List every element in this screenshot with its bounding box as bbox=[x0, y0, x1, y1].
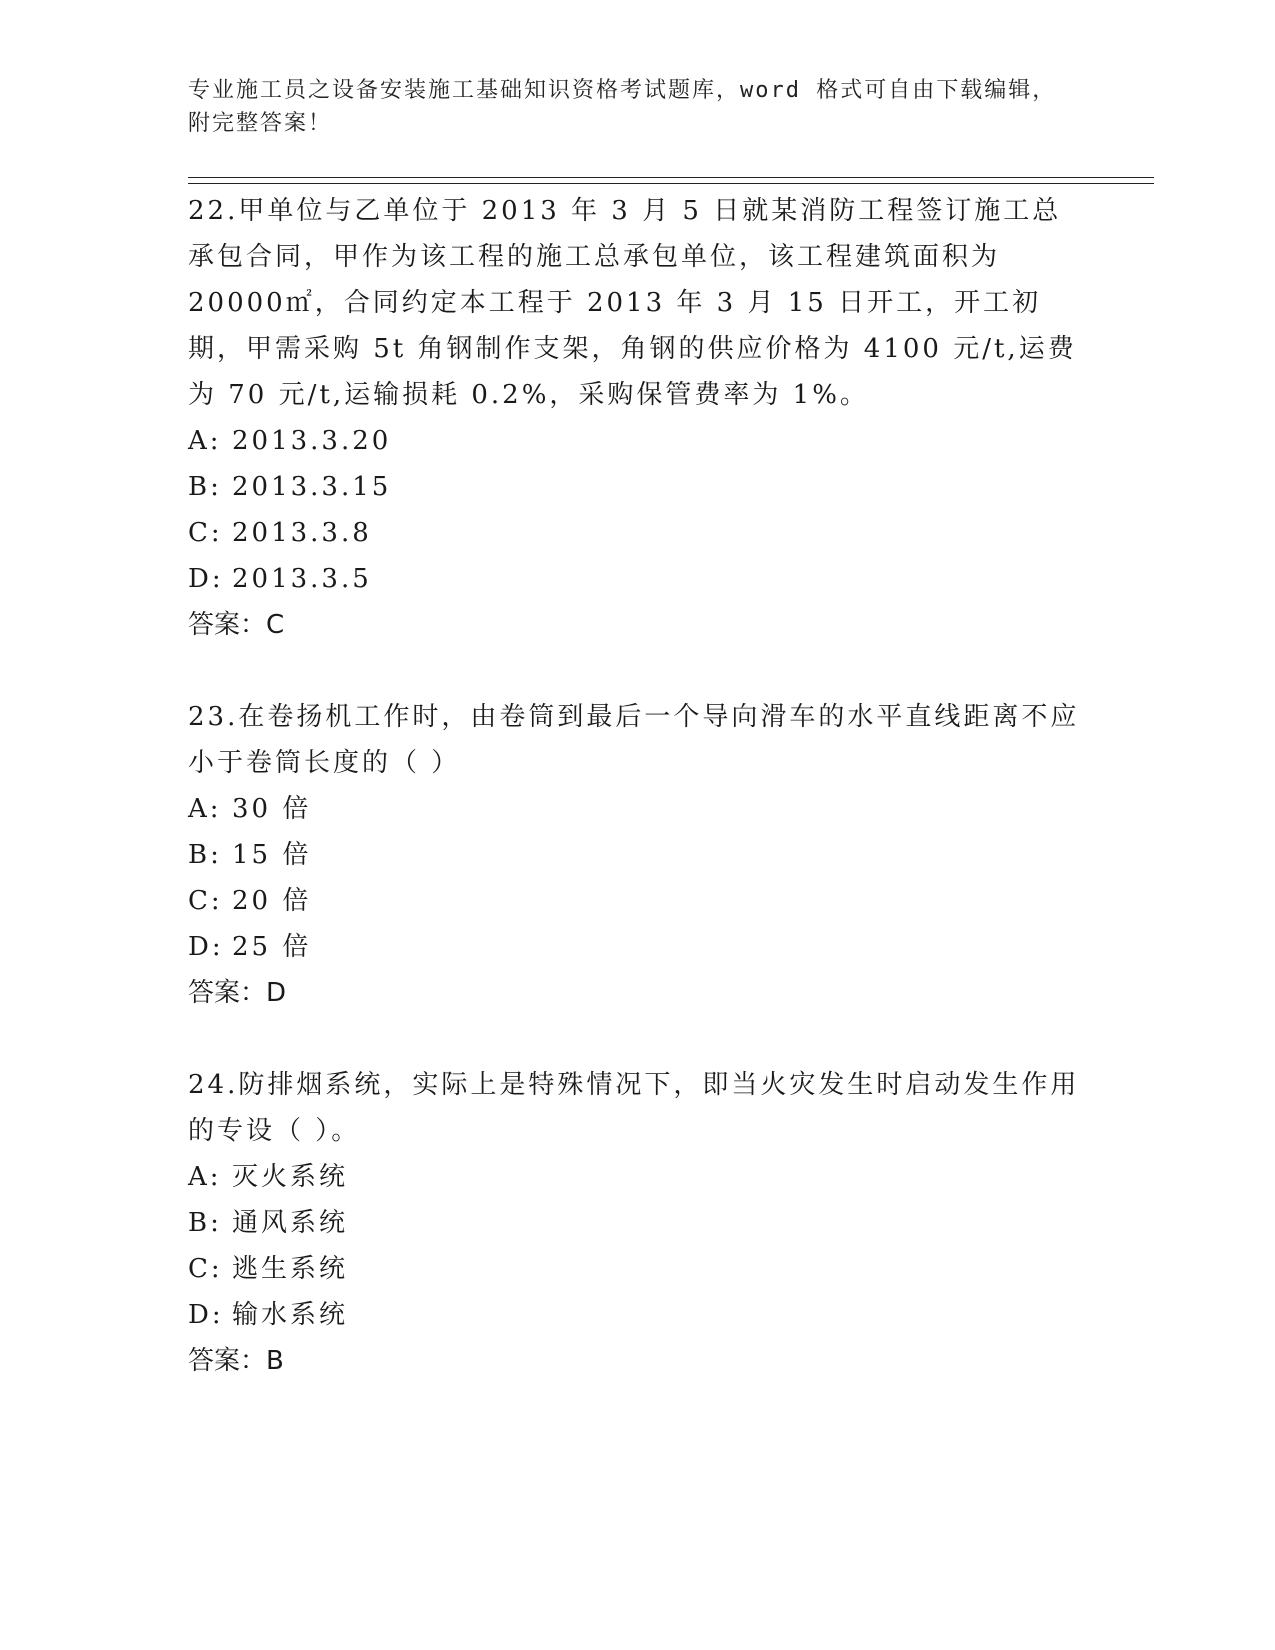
option-text: 灭火系统 bbox=[232, 1162, 349, 1192]
option-a bbox=[188, 418, 1088, 464]
option-text: 15 倍 bbox=[232, 840, 312, 870]
option-b bbox=[188, 1200, 1088, 1246]
question-24 bbox=[188, 1062, 1088, 1384]
question-stem: 24.防排烟系统，实际上是特殊情况下，即当火灾发生时启动发生作用的专设（ ）。 bbox=[188, 1070, 1080, 1146]
option-c bbox=[188, 510, 1088, 556]
option-text: 30 倍 bbox=[232, 794, 312, 824]
answer: 答案：D bbox=[188, 978, 287, 1008]
option-text: 2013.3.20 bbox=[232, 426, 392, 456]
option-key: D: bbox=[188, 932, 224, 962]
option-key: A: bbox=[188, 794, 222, 824]
answer: 答案：B bbox=[188, 1346, 284, 1376]
option-c bbox=[188, 878, 1088, 924]
option-key: A: bbox=[188, 1162, 222, 1192]
option-text: 25 倍 bbox=[232, 932, 312, 962]
question-list bbox=[188, 188, 1088, 1384]
option-text: 20 倍 bbox=[232, 886, 312, 916]
answer: 答案：C bbox=[188, 610, 285, 640]
header-divider-top bbox=[188, 177, 1154, 178]
option-text: 2013.3.15 bbox=[232, 472, 392, 502]
option-key: C: bbox=[188, 1254, 223, 1284]
option-d bbox=[188, 1292, 1088, 1338]
option-key: B: bbox=[188, 840, 222, 870]
question-spacer bbox=[188, 1016, 1088, 1062]
option-a bbox=[188, 786, 1088, 832]
header-divider-bottom bbox=[188, 183, 1154, 184]
option-key: B: bbox=[188, 1208, 222, 1238]
question-spacer bbox=[188, 648, 1088, 694]
option-key: C: bbox=[188, 886, 223, 916]
option-b bbox=[188, 832, 1088, 878]
option-d bbox=[188, 556, 1088, 602]
question-22 bbox=[188, 188, 1088, 648]
question-23 bbox=[188, 694, 1088, 1016]
option-key: A: bbox=[188, 426, 222, 456]
option-text: 输水系统 bbox=[232, 1300, 349, 1330]
option-d bbox=[188, 924, 1088, 970]
option-text: 2013.3.5 bbox=[232, 564, 372, 594]
option-b bbox=[188, 464, 1088, 510]
option-c bbox=[188, 1246, 1088, 1292]
document-header bbox=[188, 74, 1088, 140]
option-text: 逃生系统 bbox=[232, 1254, 349, 1284]
option-key: B: bbox=[188, 472, 222, 502]
option-key: C: bbox=[188, 518, 223, 548]
option-key: D: bbox=[188, 1300, 224, 1330]
option-text: 通风系统 bbox=[232, 1208, 349, 1238]
option-a bbox=[188, 1154, 1088, 1200]
option-text: 2013.3.8 bbox=[232, 518, 372, 548]
question-stem: 22.甲单位与乙单位于 2013 年 3 月 5 日就某消防工程签订施工总承包合同，甲作为该工程的施工总承包单位，该工程建筑面积为 20000㎡，合同约定本工程于 2013 年 3 月 15 日开工，开工初期，甲需采购 5t 角钢制作支架，角钢的供应价格为 4100 元/t,运费为 70 元/t,运输损耗 0.2%，采购保管费率为 1%。 bbox=[188, 196, 1077, 410]
header-line-1: 专业施工员之设备安装施工基础知识资格考试题库，word 格式可自由下载编辑， bbox=[188, 78, 1057, 103]
question-stem: 23.在卷扬机工作时，由卷筒到最后一个导向滑车的水平直线距离不应小于卷筒长度的（ ） bbox=[188, 702, 1080, 778]
header-line-2: 附完整答案！ bbox=[188, 111, 333, 136]
option-key: D: bbox=[188, 564, 224, 594]
